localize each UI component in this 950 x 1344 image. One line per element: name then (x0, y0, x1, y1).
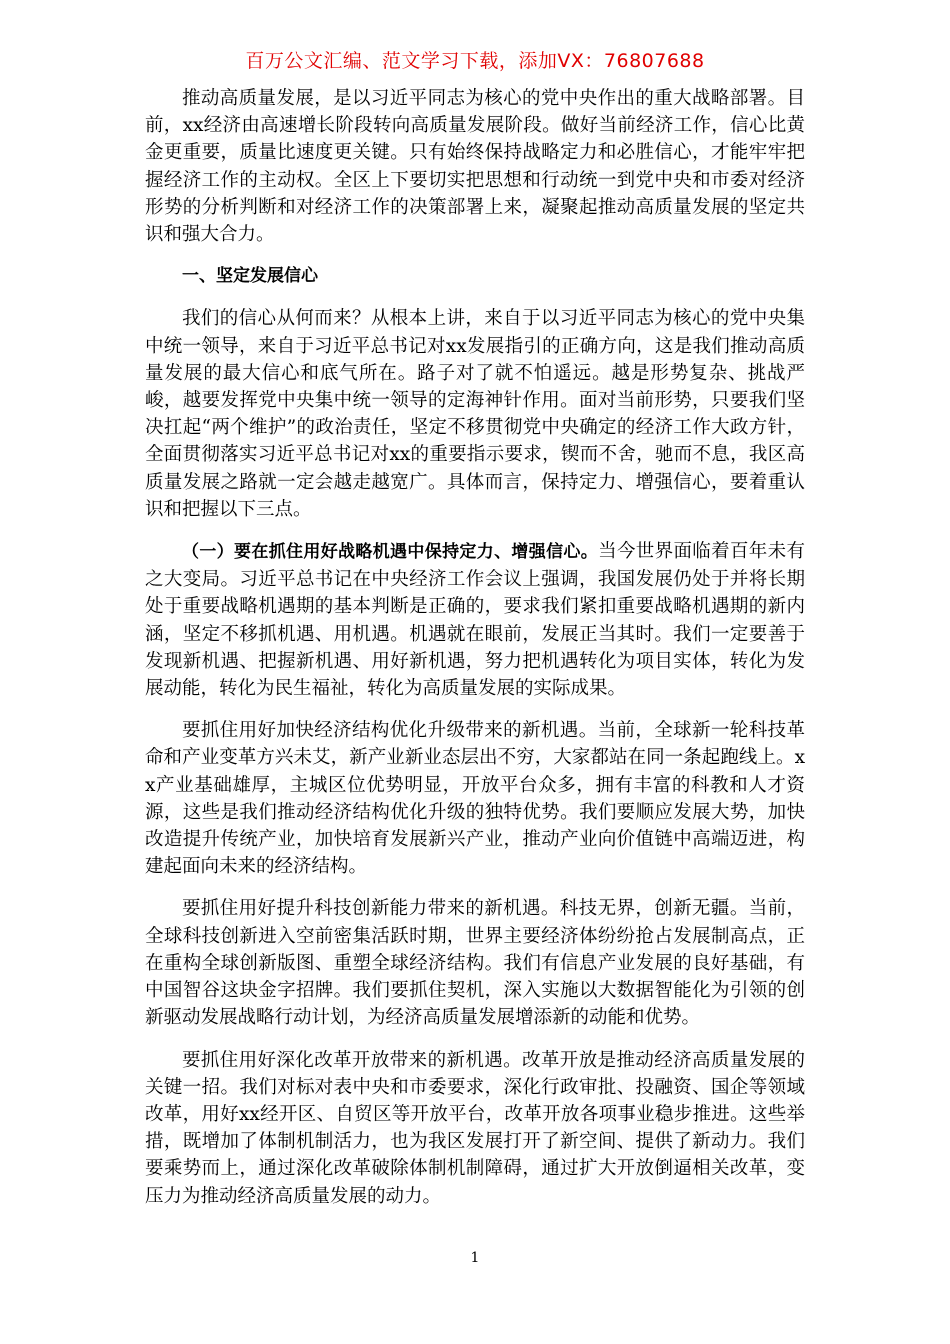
paragraph-strategic-opportunity-text: 当今世界面临着百年未有之大变局。习近平总书记在中央经济工作会议上强调，我国发展仍处于并将长期处于重要战略机遇期的基本判断是正确的，要求我们紧扣重要战略机遇期的新内涵，坚定不移抓机遇、用机遇。机遇就在眼前，发展正当其时。我们一定要善于发现新机遇、把握新机遇、用好新机遇，努力把机遇转化为项目实体，转化为发展动能，转化为民生福祉，转化为高质量发展的实际成果。 (145, 541, 805, 700)
document-body (145, 85, 805, 1210)
section-heading-1: 一、坚定发展信心 (182, 266, 318, 287)
subheading-1: （一）要在抓住用好战略机遇中保持定力、增强信心。 (182, 542, 599, 563)
page-number: 1 (470, 1250, 480, 1266)
paragraph-tech-innovation: 要抓住用好提升科技创新能力带来的新机遇。科技无界，创新无疆。当前，全球科技创新进入空前密集活跃时期，世界主要经济体纷纷抢占发展制高点，正在重构全球创新版图、重塑全球经济结构。我们有信息产业发展的良好基础，有中国智谷这块金字招牌。我们要抓住契机，深入实施以大数据智能化为引领的创新驱动发展战略行动计划，为经济高质量发展增添新的动能和优势。 (145, 898, 805, 1029)
paragraph-confidence: 我们的信心从何而来？从根本上讲，来自于以习近平同志为核心的党中央集中统一领导，来自于习近平总书记对xx发展指引的正确方向，这是我们推动高质量发展的最大信心和底气所在。路子对了就不怕遥远。越是形势复杂、挑战严峻，越要发挥党中央集中统一领导的定海神针作用。面对当前形势，只要我们坚决扛起“两个维护”的政治责任，坚定不移贯彻党中央确定的经济工作大政方针，全面贯彻落实习近平总书记对xx的重要指示要求，锲而不舍，驰而不息，我区高质量发展之路就一定会越走越宽广。具体而言，保持定力、增强信心，要着重认识和把握以下三点。 (145, 308, 805, 520)
header-watermark-text: 百万公文汇编、范文学习下载，添加VX：76807688 (245, 50, 705, 72)
paragraph-economic-structure: 要抓住用好加快经济结构优化升级带来的新机遇。当前，全球新一轮科技革命和产业变革方兴未艾，新产业新业态层出不穷，大家都站在同一条起跑线上。xx产业基础雄厚，主城区位优势明显，开放平台众多，拥有丰富的科教和人才资源，这些是我们推动经济结构优化升级的独特优势。我们要顺应发展大势，加快改造提升传统产业，加快培育发展新兴产业，推动产业向价值链中高端迈进，构建起面向未来的经济结构。 (145, 720, 805, 878)
paragraph-intro: 推动高质量发展，是以习近平同志为核心的党中央作出的重大战略部署。目前，xx经济由高速增长阶段转向高质量发展阶段。做好当前经济工作，信心比黄金更重要，质量比速度更关键。只有始终保持战略定力和必胜信心，才能牢牢把握经济工作的主动权。全区上下要切实把思想和行动统一到党中央和市委对经济形势的分析判断和对经济工作的决策部署上来，凝聚起推动高质量发展的坚定共识和强大合力。 (145, 88, 805, 246)
paragraph-strategic-opportunity (145, 538, 805, 702)
paragraph-reform-opening: 要抓住用好深化改革开放带来的新机遇。改革开放是推动经济高质量发展的关键一招。我们对标对表中央和市委要求，深化行政审批、投融资、国企等领域改革，用好xx经开区、自贸区等开放平台，改革开放各项事业稳步推进。这些举措，既增加了体制机制活力，也为我区发展打开了新空间、提供了新动力。我们要乘势而上，通过深化改革破除体制机制障碍，通过扩大开放倒逼相关改革，变压力为推动经济高质量发展的动力。 (145, 1049, 805, 1207)
